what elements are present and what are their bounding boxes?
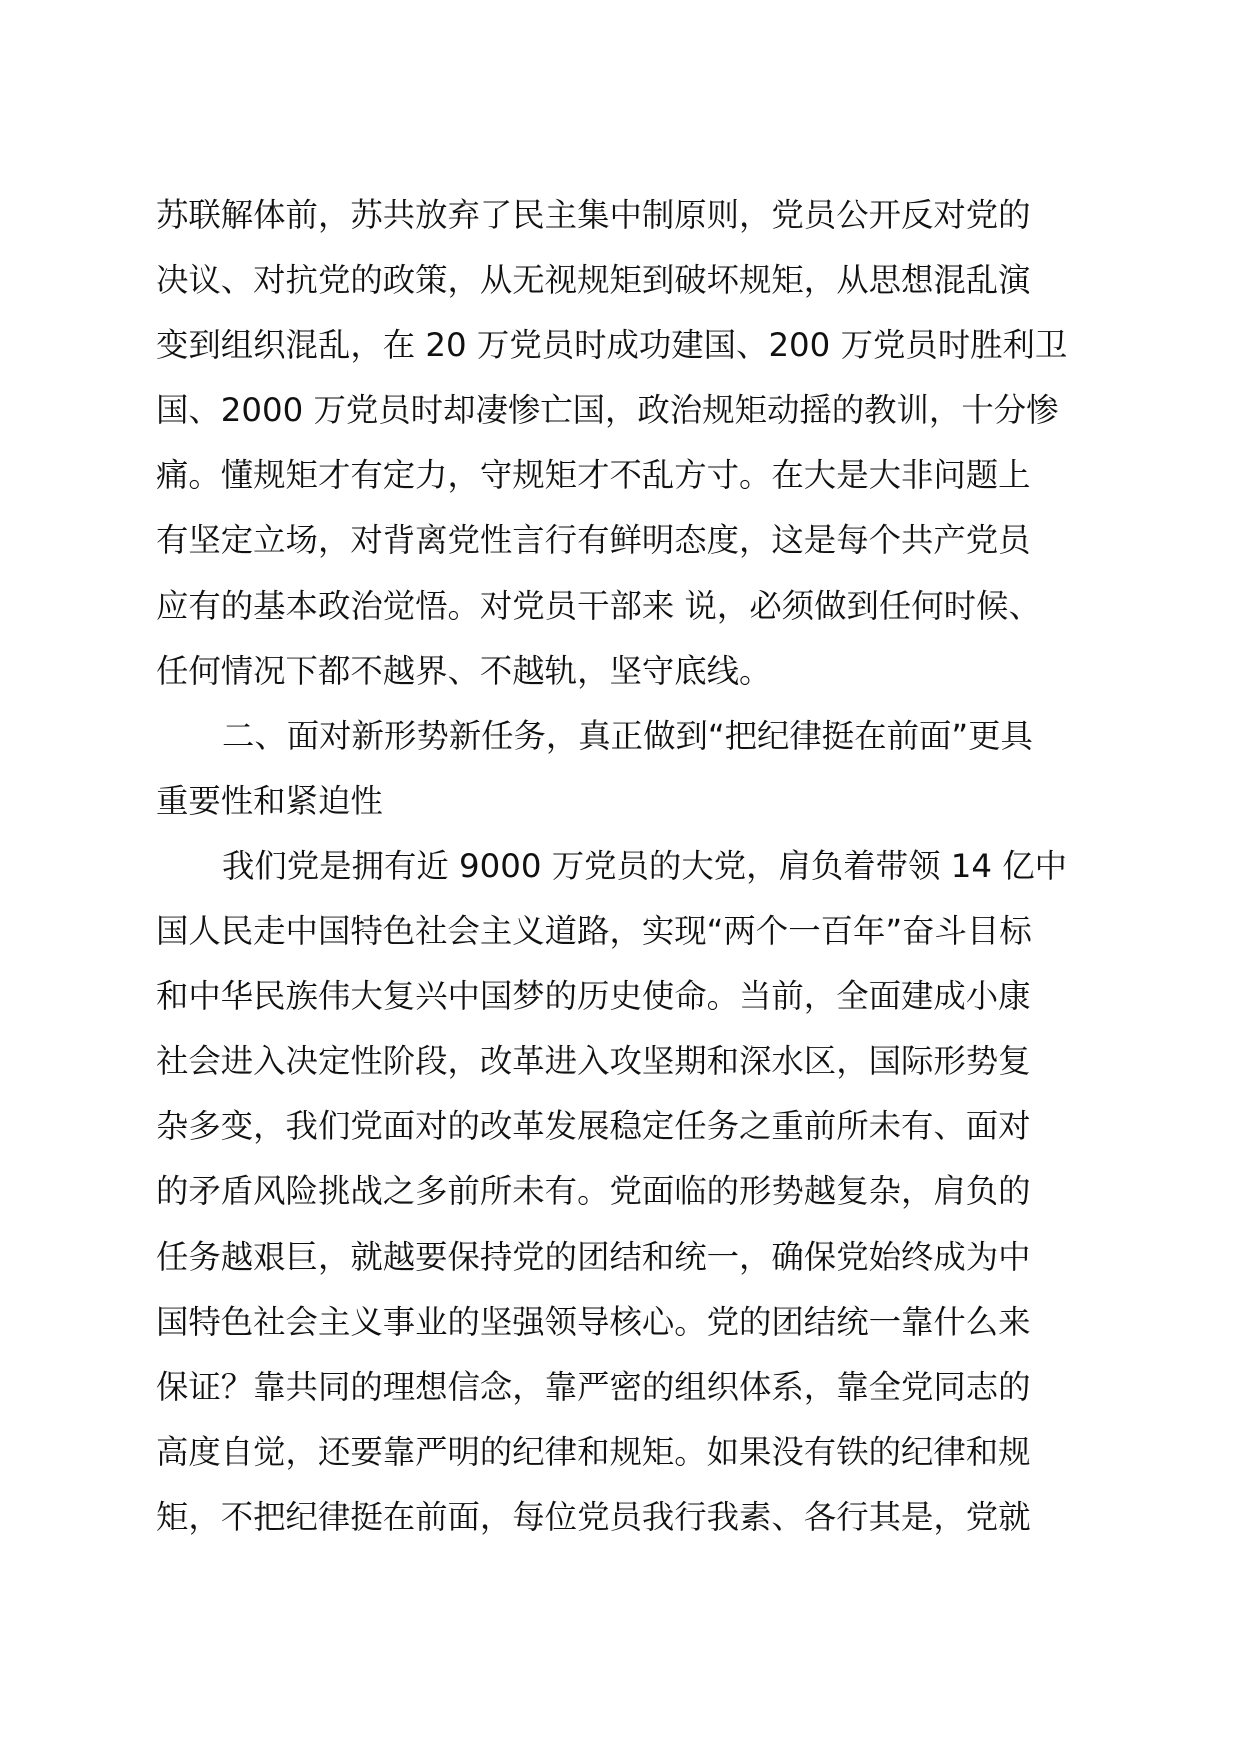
text-line: 应有的基本政治觉悟。对党员干部来 说，必须做到任何时候、 [156,586,1041,625]
text-line: 和中华民族伟大复兴中国梦的历史使命。当前，全面建成小康 [156,977,1031,1016]
text-line: 任何情况下都不越界、不越轨，坚守底线。 [156,651,772,690]
paragraph-first-line: 我们党是拥有近 9000 万党员的大党，肩负着带领 14 亿中 [222,846,1068,885]
text-line: 国特色社会主义事业的坚强领导核心。党的团结统一靠什么来 [156,1302,1031,1341]
text-line: 有坚定立场，对背离党性言行有鲜明态度，这是每个共产党员 [156,521,1031,560]
section-heading-line: 二、面对新形势新任务，真正做到“把纪律挺在前面”更具 [222,716,1033,755]
text-line: 苏联解体前，苏共放弃了民主集中制原则，党员公开反对党的 [156,196,1031,234]
text-line: 高度自觉，还要靠严明的纪律和规矩。如果没有铁的纪律和规 [156,1432,1031,1471]
text-line: 保证？靠共同的理想信念，靠严密的组织体系，靠全党同志的 [156,1367,1031,1406]
text-line: 痛。懂规矩才有定力，守规矩才不乱方寸。在大是大非问题上 [156,456,1031,495]
text-line: 社会进入决定性阶段，改革进入攻坚期和深水区，国际形势复 [156,1042,1031,1081]
text-line: 国、2000 万党员时却凄惨亡国，政治规矩动摇的教训，十分惨 [156,391,1059,430]
text-line: 任务越艰巨，就越要保持党的团结和统一，确保党始终成为中 [156,1237,1031,1276]
text-line: 决议、对抗党的政策，从无视规矩到破坏规矩，从思想混乱演 [156,261,1031,300]
section-heading-line: 重要性和紧迫性 [156,781,383,820]
text-line: 的矛盾风险挑战之多前所未有。党面临的形势越复杂，肩负的 [156,1172,1031,1211]
text-line: 国人民走中国特色社会主义道路，实现“两个一百年”奋斗目标 [156,912,1032,951]
text-line: 矩，不把纪律挺在前面，每位党员我行我素、各行其是，党就 [156,1497,1031,1536]
text-line: 杂多变，我们党面对的改革发展稳定任务之重前所未有、面对 [156,1107,1031,1146]
body-text [156,183,1086,1550]
text-line: 变到组织混乱，在 20 万党员时成功建国、200 万党员时胜利卫 [156,326,1068,365]
